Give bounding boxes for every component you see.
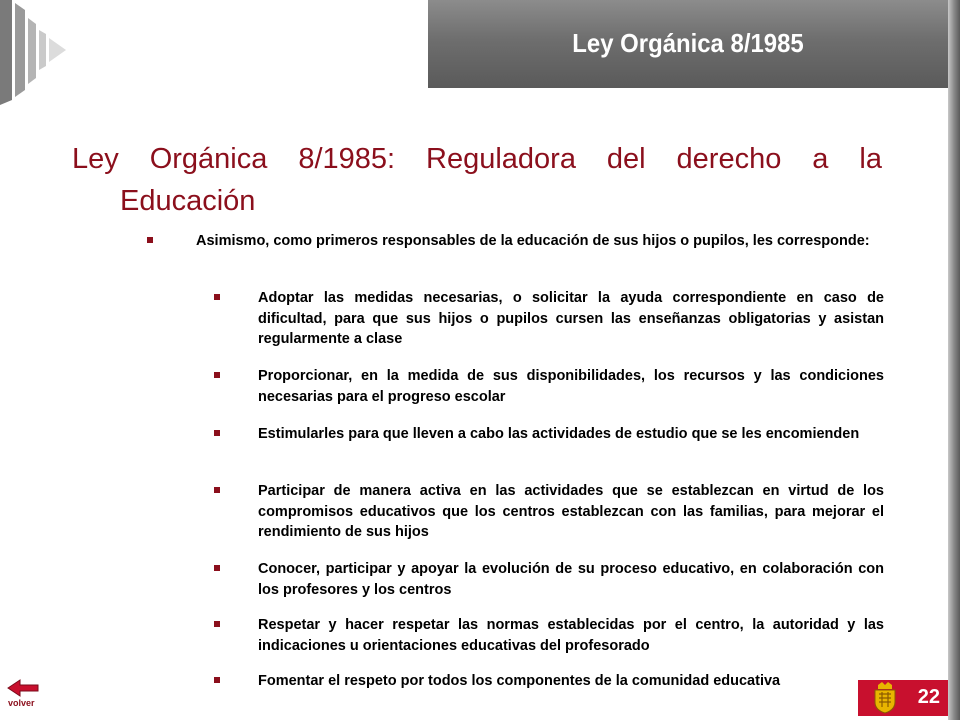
heading-word: derecho: [676, 143, 782, 175]
bullet-icon: [214, 430, 220, 436]
heading-word: la: [859, 143, 882, 175]
right-edge-shadow: [948, 0, 960, 720]
bullet-icon: [214, 565, 220, 571]
bullet-icon: [214, 372, 220, 378]
footer-logo: [858, 680, 948, 716]
list-item: Respetar y hacer respetar las normas establecidas por el centro, la autoridad y las indicaciones u orientaciones educativas del profesorado: [258, 617, 884, 654]
heading-word: 8/1985:: [298, 143, 396, 175]
heading-word: a: [812, 143, 829, 175]
list-item: Fomentar el respeto por todos los componentes de la comunidad educativa: [258, 673, 781, 689]
list-item: Adoptar las medidas necesarias, o solicitar la ayuda correspondiente en caso de dificultad, para que sus hijos o pupilos cursen las enseñanzas obligatorias y asistan regularmente a clase: [258, 290, 884, 347]
heading-word: Orgánica: [149, 143, 268, 175]
main-heading: [72, 138, 882, 222]
heading-word: Ley: [72, 143, 119, 175]
corner-stripes-decoration: [0, 0, 70, 105]
list-item: Estimularles para que lleven a cabo las actividades de estudio que se les encomienden: [258, 426, 860, 442]
heading-line-1: [72, 138, 882, 180]
slide-title: Ley Orgánica 8/1985: [572, 28, 804, 58]
header-bar: [428, 0, 948, 88]
bullet-icon: [214, 487, 220, 493]
bullet-icon: [214, 677, 220, 683]
list-item: Proporcionar, en la medida de sus disponibilidades, los recursos y las condiciones necesarias para el progreso escolar: [258, 368, 884, 405]
back-arrow-icon: [6, 678, 42, 700]
heading-line-2: Educación: [120, 185, 256, 217]
bullet-icon: [214, 621, 220, 627]
coat-of-arms-icon: [872, 682, 898, 714]
list-item: Conocer, participar y apoyar la evolución de su proceso educativo, en colaboración con los profesores y los centros: [258, 561, 884, 598]
list-item: Participar de manera activa en las actividades que se establezcan en virtud de los compromisos educativos que los centros establezcan con las familias, para mejorar el rendimiento de sus hijos: [258, 483, 884, 540]
bullet-icon: [214, 294, 220, 300]
heading-word: Reguladora: [426, 143, 576, 175]
intro-text: Asimismo, como primeros responsables de la educación de sus hijos o pupilos, les corresponde:: [196, 233, 870, 249]
bullet-icon: [147, 237, 153, 243]
heading-word: del: [606, 143, 646, 175]
back-label[interactable]: volver: [8, 698, 35, 708]
page-number: 22: [917, 686, 940, 708]
